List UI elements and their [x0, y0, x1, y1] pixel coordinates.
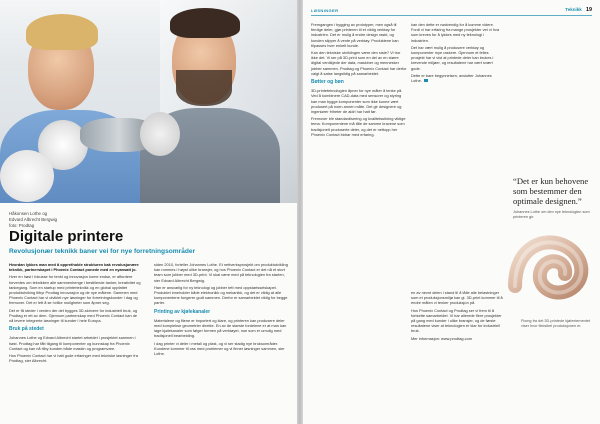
page-header	[565, 7, 592, 13]
right-page	[303, 0, 600, 424]
body-paragraph: Dette er bare begynnelsen, avslutter Johannes Lothe.	[411, 72, 492, 84]
section-runner: LØSNINGER	[311, 8, 339, 13]
body-paragraph: kan den dette er nødvendig for å komme videre. Fordi vi har erfaring fra mange prosjekter vet vi hva som kreves for å lykkes med ny teknologi i industrien.	[411, 22, 500, 43]
body-paragraph: I dag printer vi deler i metall og plast, og vi ser stadig nye bruksområder. Kundene kommer til oss med problemer og vi finner løsninger sammen, sier Lothe.	[154, 340, 285, 357]
quote-attribution: Johannes Lothe om den nye teknologien som printeren gir.	[513, 210, 590, 219]
photo-caption: Håkonsen Lothe og Edvard Albrecht Bergwig foto: Prodtag	[9, 211, 58, 228]
page-number: 19	[586, 7, 592, 13]
body-paragraph: 3D-printeteknologien åpner for nye måter å tenke på. Ved å kombinere CAD-data med sensorer og styring kan man bygge komponenter som ikke kunne vært produsert på noen annen måte. Det gir designere og ingeniører friheter de aldri har hatt før.	[311, 88, 403, 115]
left-column-1	[9, 262, 141, 365]
body-paragraph: siden 2010, forteller Johannes Lothe. Et nettverksprosjekt om produktutvikling kan rommes i høyst ulike bransjer, og hos Phoenix Contact er det nå et stort team som jobber med 3D-print. Vi skal være med på teknologien fra starten, sier Edvard Albrecht Bergwig.	[154, 262, 288, 283]
header-rule	[311, 15, 592, 16]
body-paragraph: Hos Phoenix Contact og Prodtag ser vi frem til å fortsette samarbeidet. Vi har allerede flere prosjekter på gang med kunder i ulike bransjer, og de første resultatene viser at teknologien er klar for industriell bruk.	[411, 307, 502, 334]
section-heading: Printing av kjølekanaler	[154, 308, 211, 315]
body-paragraph: Fremgangen i bygging av prototyper, men også til ferdige deler, gjør printeren til et viktig verktøy for industrien. Det er mulig å endre design raskt, og kunden slipper å vente på verktøy. Produktene kan tilpasses hver enkelt kunde.	[311, 22, 399, 48]
article-headline: Digitale printere	[9, 228, 124, 245]
image-caption: Flomg fra det 3D-printede kjøleelementet viser hvor fleksibel produksjonen er.	[521, 319, 591, 328]
printed-part-photo	[505, 226, 597, 306]
right-column-2	[411, 22, 503, 85]
contact-line: Mer informasjon: www.prodtag.com	[411, 335, 472, 341]
right-column-3	[411, 290, 503, 343]
body-paragraph: Det har vært mulig å produsere verktøy og komponenter mye raskere. Gjennom et felles prosjekt har vi vist at printede deler kan brukes i krevende miljøer, og resultatene har vært svært gode.	[411, 44, 494, 71]
body-paragraph: Han er ansvarlig for ny teknologi og jobber tett med oppstartsselskapet. Produktet inneholder både elektronikk og mekanikk, og det er viktig at alle komponentene fungerer godt sammen. Derfor er samarbeidet viktig for begge parter.	[154, 284, 288, 306]
body-paragraph: en av nevnt delen i stand til å tålle alle belastninger som et produksjonsmiljø kan gi. 3D-print kommer til å endre måten vi tenker produksjon på.	[411, 290, 503, 306]
body-paragraph: Fremover blir standardisering og kvalitetssikring viktige tema. Komponentene må tåle de samme kravene som tradisjonelt produserte deler, og det er nettopp her Phoenix Contact bidrar med erfaring.	[311, 116, 406, 137]
pull-quote: “Det er kun behovene som bestemmer den optimale designen.”	[513, 176, 589, 206]
body-paragraph: Hos Phoenix Contact har vi hatt gode erfaringer med tekniske løsninger fra Prodtag, sier Albrecht.	[9, 353, 138, 364]
left-column-2	[154, 262, 288, 358]
right-column-1	[311, 22, 407, 139]
portrait-photo	[0, 0, 297, 203]
body-paragraph: Det er få steder i verden der det bygges 3D-skrivere for industrielt bruk, og Prodtag er ett av dem. Gjennom partnerskap med Phoenix Contact kan de nå levere integrerte løsninger til kunder i hele Europa.	[9, 307, 138, 324]
left-page	[0, 0, 297, 424]
article-subheading: Revolusjonær teknikk baner vei for nye forretningsområder	[9, 248, 196, 255]
body-paragraph: Kan den tekniske utviklingen være den siste? Vi tror ikke det. Vi ser på 3D-print som en del av en større digital verdikjede der data, maskiner og mennesker jobber sammen. Prodtag og Phoenix Contact har derfor valgt å satse langsiktig på samarbeidet.	[311, 50, 407, 76]
end-mark	[424, 79, 428, 82]
body-paragraph: Materialene og filene er importert og klare, og printeren kan produsere deler med komplekse geometrier direkte. En av de største fordelene er at man kan lage kjølekanaler som følger formen på verktøyet, noe som er umulig med tradisjonell bearbeiding.	[154, 317, 287, 339]
category-tag: Teknikk	[565, 7, 582, 12]
section-heading: Bøtter og bøn	[311, 79, 344, 86]
section-heading: Bruk på stedet	[9, 326, 44, 333]
body-paragraph: Hver en høst i fokusse for tenkt og innovasjon kome endse, er affordere forventes om teknikken alle sammenhenge i bestillende tanker, kreativitet og tankegang. Som en startup med printerteknikk og en global oppfattet produktutviking tilbyr Prodtag innovasjon og de nye måtene. Sammen med Phoenix Contact har vi utviklet nye løsninger for forretningskunder i dag og fremover. Det er lett å se hvilke muligheter som åpner seg.	[9, 274, 141, 306]
body-paragraph: Johannes Lothe og Edvard Albrecht startet arbeidet i prosjektet sammen i høst. Prodtag har fått tilgang til komponenter og kunnskap fra Phoenix Contact og kan nå tilby kunden både maskin og programvare.	[9, 335, 136, 351]
lead-paragraph: Hvordan lykkes man med å oppretholde strukturen bak revolusjonære teknikk, partnerskapet i Phoenix Contact ponede med en nyansatt jo.	[9, 262, 139, 273]
